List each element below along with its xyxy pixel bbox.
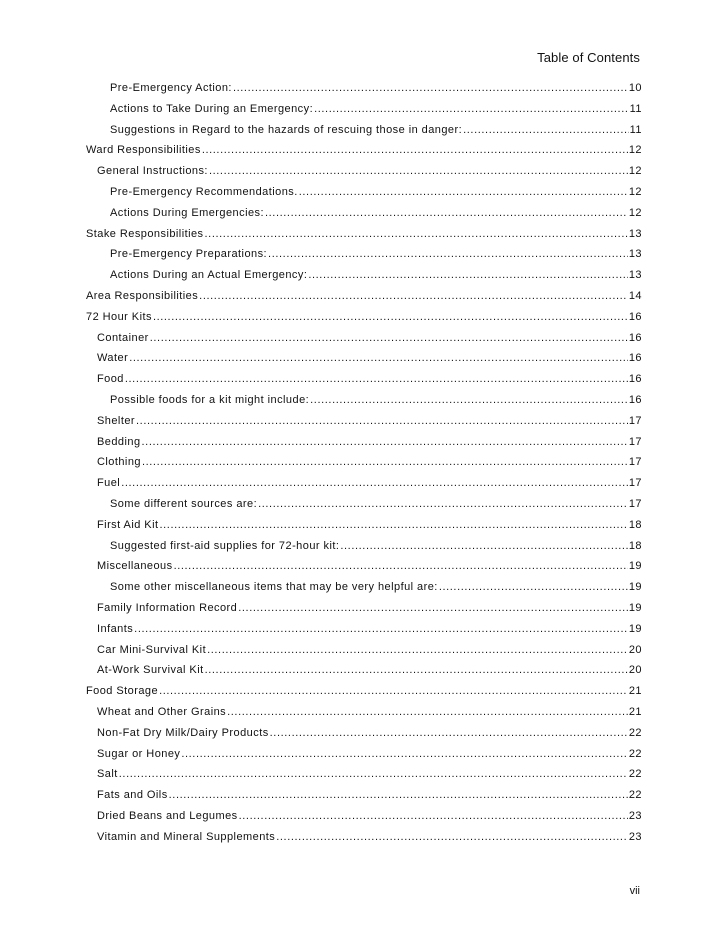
toc-entry-page: 12 bbox=[628, 185, 642, 198]
toc-entry[interactable] bbox=[86, 373, 642, 394]
toc-dot-leader bbox=[239, 810, 628, 822]
toc-entry-title: Car Mini-Survival Kit bbox=[97, 643, 207, 656]
toc-entry-title: First Aid Kit bbox=[97, 518, 159, 531]
toc-entry[interactable] bbox=[86, 269, 642, 290]
toc-dot-leader bbox=[227, 706, 628, 718]
toc-entry[interactable] bbox=[86, 248, 642, 269]
toc-entry[interactable] bbox=[86, 623, 642, 644]
toc-dot-leader bbox=[136, 415, 628, 427]
toc-entry-title: Stake Responsibilities bbox=[86, 227, 204, 240]
toc-entry[interactable] bbox=[86, 186, 642, 207]
toc-dot-leader bbox=[314, 103, 629, 115]
toc-entry[interactable] bbox=[86, 103, 642, 124]
toc-entry[interactable] bbox=[86, 685, 642, 706]
toc-dot-leader bbox=[159, 519, 627, 531]
toc-entry-page: 17 bbox=[628, 414, 642, 427]
toc-entry-title: Pre-Emergency Preparations: bbox=[110, 248, 268, 261]
toc-entry[interactable] bbox=[86, 560, 642, 581]
toc-dot-leader bbox=[265, 207, 628, 219]
toc-dot-leader bbox=[129, 352, 628, 364]
toc-dot-leader bbox=[181, 748, 628, 760]
toc-entry-page: 16 bbox=[628, 393, 642, 406]
toc-dot-leader bbox=[174, 560, 628, 572]
toc-dot-leader bbox=[340, 540, 628, 552]
toc-entry[interactable] bbox=[86, 124, 642, 145]
toc-entry[interactable] bbox=[86, 394, 642, 415]
toc-entry-title: Some other miscellaneous items that may be very helpful are: bbox=[110, 581, 438, 594]
toc-dot-leader bbox=[153, 311, 628, 323]
toc-entry-page: 14 bbox=[628, 289, 642, 302]
toc-entry-title: Some different sources are: bbox=[110, 497, 258, 510]
toc-entry-page: 13 bbox=[628, 227, 642, 240]
toc-entry-title: Actions to Take During an Emergency: bbox=[110, 102, 314, 115]
toc-dot-leader bbox=[199, 290, 628, 302]
toc-dot-leader bbox=[121, 477, 628, 489]
toc-entry-page: 16 bbox=[628, 331, 642, 344]
toc-entry[interactable] bbox=[86, 810, 642, 831]
toc-entry-page: 16 bbox=[628, 352, 642, 365]
toc-entry[interactable] bbox=[86, 540, 642, 561]
toc-entry-page: 20 bbox=[628, 664, 642, 677]
toc-entry-title: Wheat and Other Grains bbox=[97, 705, 227, 718]
toc-entry-title: Fuel bbox=[97, 477, 121, 490]
toc-entry-title: Bedding bbox=[97, 435, 141, 448]
toc-entry[interactable] bbox=[86, 498, 642, 519]
toc-entry-title: Sugar or Honey bbox=[97, 747, 181, 760]
toc-dot-leader bbox=[150, 332, 628, 344]
toc-entry-page: 22 bbox=[628, 768, 642, 781]
toc-entry-title: Vitamin and Mineral Supplements bbox=[97, 830, 276, 843]
toc-entry-title: Pre-Emergency Recommendations. bbox=[110, 185, 298, 198]
toc-entry-title: Suggestions in Regard to the hazards of rescuing those in danger: bbox=[110, 123, 463, 136]
toc-entry-title: Container bbox=[97, 331, 149, 344]
toc-entry[interactable] bbox=[86, 477, 642, 498]
toc-dot-leader bbox=[209, 165, 628, 177]
toc-dot-leader bbox=[299, 186, 628, 198]
toc-entry[interactable] bbox=[86, 290, 642, 311]
toc-entry-title: Clothing bbox=[97, 456, 141, 469]
toc-entry-page: 16 bbox=[628, 310, 642, 323]
toc-entry[interactable] bbox=[86, 768, 642, 789]
toc-entry-page: 17 bbox=[628, 497, 642, 510]
toc-entry-title: General Instructions: bbox=[97, 165, 208, 178]
toc-entry[interactable] bbox=[86, 748, 642, 769]
toc-entry-title: Miscellaneous bbox=[97, 560, 173, 573]
toc-entry[interactable] bbox=[86, 644, 642, 665]
toc-entry-title: Actions During Emergencies: bbox=[110, 206, 264, 219]
toc-dot-leader bbox=[268, 248, 628, 260]
toc-entry[interactable] bbox=[86, 332, 642, 353]
toc-entry-page: 12 bbox=[628, 144, 642, 157]
toc-entry[interactable] bbox=[86, 602, 642, 623]
toc-entry-title: Possible foods for a kit might include: bbox=[110, 393, 310, 406]
toc-entry-title: Non-Fat Dry Milk/Dairy Products bbox=[97, 726, 269, 739]
toc-entry[interactable] bbox=[86, 789, 642, 810]
toc-entry-page: 11 bbox=[629, 123, 642, 136]
toc-entry-page: 12 bbox=[628, 206, 642, 219]
toc-dot-leader bbox=[258, 498, 628, 510]
toc-entry[interactable] bbox=[86, 311, 642, 332]
table-of-contents bbox=[86, 82, 642, 851]
toc-entry[interactable] bbox=[86, 352, 642, 373]
toc-entry-page: 19 bbox=[628, 560, 642, 573]
toc-dot-leader bbox=[142, 456, 628, 468]
toc-dot-leader bbox=[439, 581, 628, 593]
toc-entry-title: At-Work Survival Kit bbox=[97, 664, 204, 677]
toc-entry[interactable] bbox=[86, 581, 642, 602]
toc-entry-title: Food Storage bbox=[86, 685, 159, 698]
toc-entry[interactable] bbox=[86, 456, 642, 477]
toc-dot-leader bbox=[169, 789, 628, 801]
toc-entry[interactable] bbox=[86, 144, 642, 165]
toc-dot-leader bbox=[310, 394, 628, 406]
toc-dot-leader bbox=[202, 144, 628, 156]
toc-entry-title: Salt bbox=[97, 768, 118, 781]
toc-entry[interactable] bbox=[86, 519, 642, 540]
toc-entry-title: Water bbox=[97, 352, 129, 365]
toc-entry-page: 12 bbox=[628, 165, 642, 178]
toc-entry[interactable] bbox=[86, 831, 642, 852]
toc-dot-leader bbox=[205, 228, 628, 240]
toc-entry-page: 17 bbox=[628, 477, 642, 490]
toc-entry-title: Pre-Emergency Action: bbox=[110, 82, 232, 94]
toc-entry-page: 18 bbox=[628, 518, 642, 531]
toc-dot-leader bbox=[125, 373, 628, 385]
toc-entry-page: 13 bbox=[628, 269, 642, 282]
toc-entry-page: 23 bbox=[628, 830, 642, 843]
toc-entry-title: 72 Hour Kits bbox=[86, 310, 152, 323]
toc-entry-title: Dried Beans and Legumes bbox=[97, 809, 238, 822]
toc-entry-page: 22 bbox=[628, 789, 642, 802]
toc-dot-leader bbox=[270, 727, 628, 739]
toc-entry[interactable] bbox=[86, 664, 642, 685]
toc-entry-title: Fats and Oils bbox=[97, 789, 168, 802]
toc-entry[interactable] bbox=[86, 165, 642, 186]
toc-entry[interactable] bbox=[86, 727, 642, 748]
toc-dot-leader bbox=[308, 269, 628, 281]
toc-entry-title: Food bbox=[97, 373, 124, 386]
toc-entry-title: Infants bbox=[97, 622, 134, 635]
toc-entry-page: 17 bbox=[628, 435, 642, 448]
toc-dot-leader bbox=[134, 623, 628, 635]
toc-entry-title: Area Responsibilities bbox=[86, 289, 199, 302]
toc-entry-title: Family Information Record bbox=[97, 601, 238, 614]
toc-dot-leader bbox=[159, 685, 628, 697]
toc-entry[interactable] bbox=[86, 207, 642, 228]
toc-dot-leader bbox=[238, 602, 628, 614]
toc-dot-leader bbox=[205, 664, 628, 676]
toc-entry-page: 10 bbox=[628, 82, 642, 94]
toc-entry-page: 16 bbox=[628, 373, 642, 386]
toc-dot-leader bbox=[119, 768, 628, 780]
toc-entry-page: 20 bbox=[628, 643, 642, 656]
toc-entry[interactable] bbox=[86, 82, 642, 103]
toc-entry[interactable] bbox=[86, 228, 642, 249]
page-header-title: Table of Contents bbox=[537, 50, 640, 65]
toc-entry[interactable] bbox=[86, 415, 642, 436]
toc-entry-page: 19 bbox=[628, 622, 642, 635]
toc-entry-page: 22 bbox=[628, 747, 642, 760]
toc-entry-page: 21 bbox=[628, 705, 642, 718]
toc-entry-page: 18 bbox=[628, 539, 642, 552]
toc-dot-leader bbox=[142, 436, 628, 448]
toc-entry[interactable] bbox=[86, 706, 642, 727]
toc-entry-page: 23 bbox=[628, 809, 642, 822]
toc-dot-leader bbox=[207, 644, 628, 656]
toc-entry-page: 21 bbox=[628, 685, 642, 698]
toc-dot-leader bbox=[463, 124, 629, 136]
toc-entry[interactable] bbox=[86, 436, 642, 457]
toc-entry-title: Actions During an Actual Emergency: bbox=[110, 269, 308, 282]
toc-dot-leader bbox=[276, 831, 628, 843]
toc-entry-page: 13 bbox=[628, 248, 642, 261]
toc-entry-page: 19 bbox=[628, 581, 642, 594]
toc-entry-page: 22 bbox=[628, 726, 642, 739]
page-number: vii bbox=[629, 885, 640, 897]
toc-entry-page: 19 bbox=[628, 601, 642, 614]
toc-entry-title: Shelter bbox=[97, 414, 136, 427]
toc-entry-page: 11 bbox=[629, 102, 642, 115]
toc-entry-title: Ward Responsibilities bbox=[86, 144, 201, 157]
toc-entry-page: 17 bbox=[628, 456, 642, 469]
toc-dot-leader bbox=[233, 82, 628, 94]
toc-entry-title: Suggested first-aid supplies for 72-hour kit: bbox=[110, 539, 340, 552]
